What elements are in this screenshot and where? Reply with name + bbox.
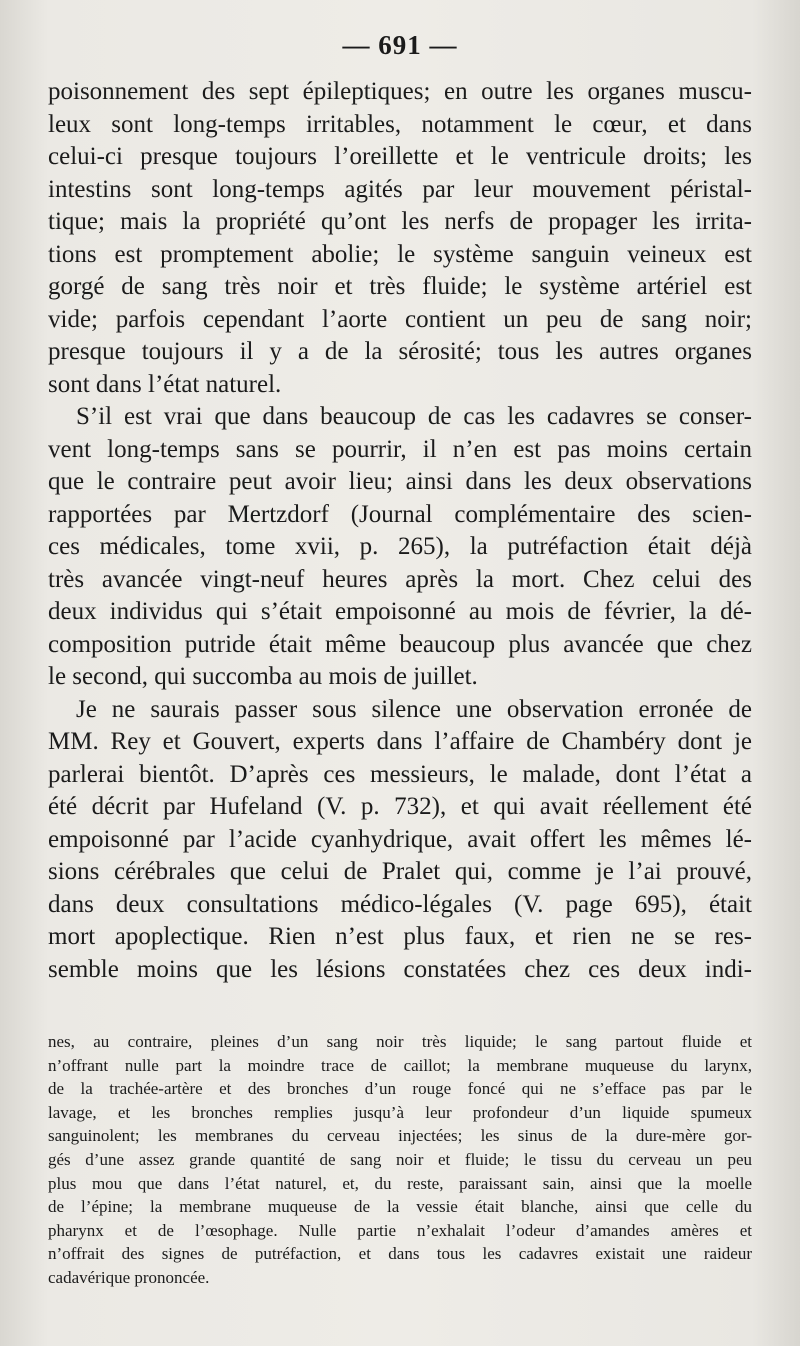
text-line: tions est promptement abolie; le système sanguin veineux est: [48, 240, 752, 268]
text-line: leux sont long-temps irritables, notamment le cœur, et dans: [48, 110, 752, 138]
footnote-text: [48, 1030, 752, 1290]
text-line: vent long-temps sans se pourrir, il n’en est pas moins certain: [48, 435, 752, 463]
text-line: dans deux consultations médico-légales (V. page 695), était: [48, 890, 752, 918]
text-line: rapportées par Mertzdorf (Journal complémentaire des scien-: [48, 500, 752, 528]
text-line: intestins sont long-temps agités par leur mouvement péristal-: [48, 175, 752, 203]
footnote-line: pharynx et de l’œsophage. Nulle partie n’exhalait l’odeur d’amandes amères et: [48, 1220, 752, 1240]
footnote-line: gés d’une assez grande quantité de sang noir et fluide; le tissu du cerveau un peu: [48, 1149, 752, 1169]
text-line: sions cérébrales que celui de Pralet qui, comme je l’ai prouvé,: [48, 858, 752, 885]
text-line: tique; mais la propriété qu’ont les nerfs de propager les irrita-: [48, 208, 752, 235]
text-line: Je ne saurais passer sous silence une observation erronée de: [76, 695, 752, 723]
text-line: mort apoplectique. Rien n’est plus faux, et rien ne se res-: [48, 923, 752, 950]
text-line: celui-ci presque toujours l’oreillette et le ventricule droits; les: [48, 143, 752, 170]
text-line: empoisonné par l’acide cyanhydrique, avait offert les mêmes lé-: [48, 825, 752, 853]
footnote-line: n’offrant nulle part la moindre trace de caillot; la membrane muqueuse du larynx,: [48, 1055, 752, 1075]
footnote-line: cadavérique prononcée.: [48, 1267, 210, 1287]
text-line: gorgé de sang très noir et très fluide; le système artériel est: [48, 273, 752, 300]
text-line: poisonnement des sept épileptiques; en outre les organes muscu-: [48, 78, 752, 105]
text-line: MM. Rey et Gouvert, experts dans l’affaire de Chambéry dont je: [48, 728, 752, 755]
text-line: S’il est vrai que dans beaucoup de cas les cadavres se conser-: [76, 403, 752, 430]
page-number-header: — 691 —: [342, 30, 458, 60]
footnote-line: lavage, et les bronches remplies jusqu’à leur profondeur d’un liquide spumeux: [48, 1102, 752, 1122]
footnote-line: de l’épine; la membrane muqueuse de la vessie était blanche, ainsi que celle du: [48, 1197, 752, 1217]
footnote-line: plus mou que dans l’état naturel, et, du reste, paraissant sain, ainsi que la moelle: [48, 1173, 752, 1193]
text-line: presque toujours il y a de la sérosité; tous les autres organes: [48, 338, 752, 365]
text-line: parlerai bientôt. D’après ces messieurs, le malade, dont l’état a: [48, 760, 752, 788]
text-line: que le contraire peut avoir lieu; ainsi dans les deux observations: [48, 468, 752, 495]
text-line: ces médicales, tome xvii, p. 265), la putréfaction était déjà: [48, 533, 752, 560]
text-line: été décrit par Hufeland (V. p. 732), et qui avait réellement été: [48, 793, 752, 820]
footnote-line: sanguinolent; les membranes du cerveau injectées; les sinus de la dure-mère gor-: [48, 1126, 752, 1146]
text-line: semble moins que les lésions constatées chez ces deux indi-: [48, 955, 752, 983]
text-line: vide; parfois cependant l’aorte contient un peu de sang noir;: [48, 305, 752, 333]
footnote-line: de la trachée-artère et des bronches d’un rouge foncé qui ne s’efface pas par le: [48, 1079, 752, 1099]
text-line: sont dans l’état naturel.: [48, 370, 282, 398]
text-line: deux individus qui s’était empoisonné au mois de février, la dé-: [48, 598, 752, 625]
main-text: [48, 76, 752, 986]
footnote-line: n’offrait des signes de putréfaction, et dans tous les cadavres existait une raideur: [48, 1244, 752, 1264]
text-line: très avancée vingt-neuf heures après la mort. Chez celui des: [48, 565, 752, 593]
text-line: composition putride était même beaucoup plus avancée que chez: [48, 630, 752, 658]
text-line: le second, qui succomba au mois de juillet.: [48, 663, 478, 690]
footnote-line: nes, au contraire, pleines d’un sang noir très liquide; le sang partout fluide et: [48, 1032, 752, 1051]
